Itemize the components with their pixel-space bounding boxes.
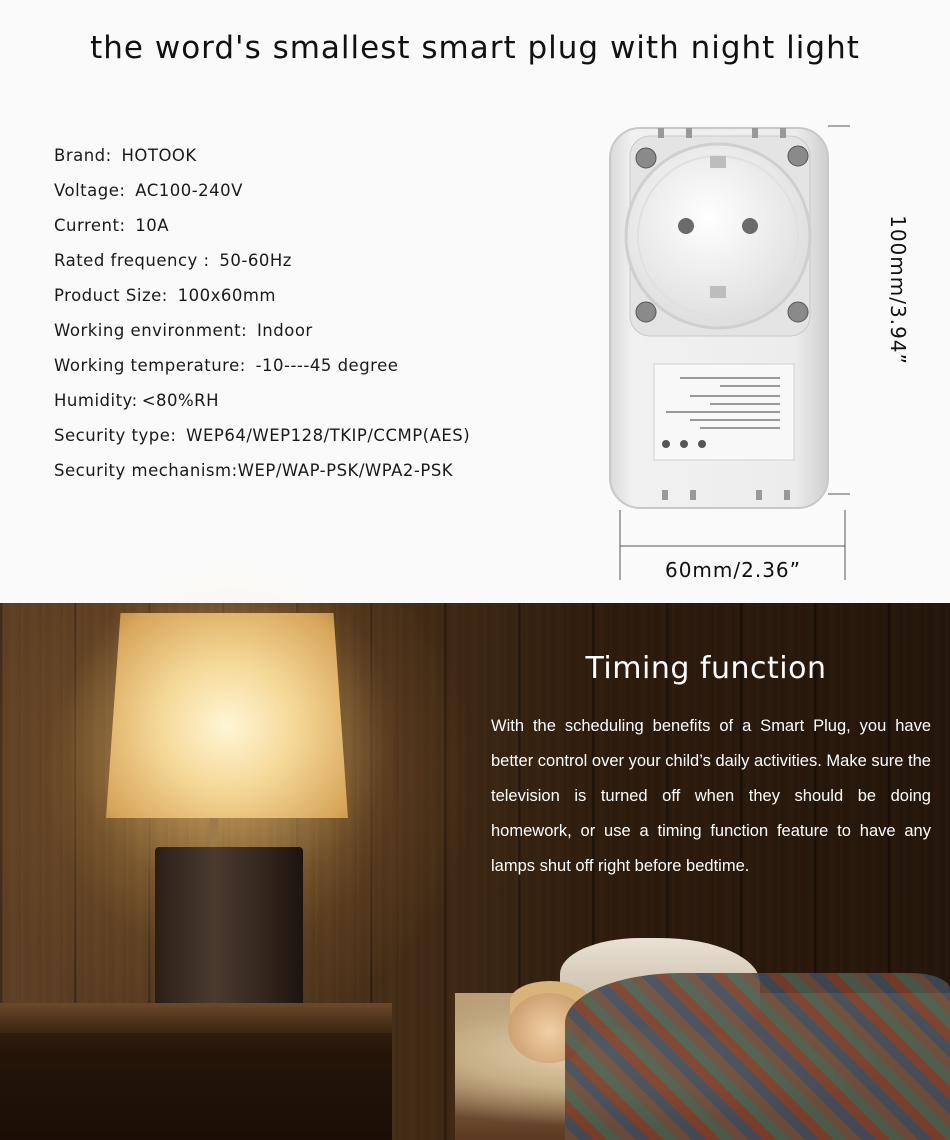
spec-value: AC100-240V [135, 181, 243, 200]
spec-label: Security mechanism: [54, 461, 238, 480]
spec-value: 100x60mm [177, 286, 276, 305]
timing-description: With the scheduling benefits of a Smart Plug, you have better control over your child’s daily activities. Make sure the television is turned off when they should be doing homework, or use a timing function feature to have any lamps shut off right before bedtime. [491, 717, 931, 875]
spec-label: Brand: [54, 146, 112, 165]
spec-list [54, 138, 470, 488]
lamp-rod [210, 818, 218, 850]
spec-value: Indoor [256, 321, 313, 340]
spec-item [54, 208, 470, 243]
spec-label: Working temperature: [54, 356, 246, 375]
spec-label: Humidity: [54, 391, 138, 410]
spec-value: WEP/WAP-PSK/WPA2-PSK [237, 461, 454, 480]
spec-label: Voltage: [54, 181, 126, 200]
spec-item [54, 243, 470, 278]
spec-value: 50-60Hz [219, 251, 292, 270]
spec-label: Security type: [54, 426, 177, 445]
blanket [565, 973, 950, 1140]
spec-item [54, 453, 470, 488]
spec-label: Rated frequency : [54, 251, 210, 270]
spec-label: Current: [54, 216, 126, 235]
height-dimension-text: 100mm/3.94” [886, 215, 910, 365]
spec-item [54, 383, 470, 418]
timing-photo-section [0, 603, 950, 1140]
spec-item [54, 418, 470, 453]
spec-item [54, 173, 470, 208]
spec-value: 10A [135, 216, 170, 235]
nightstand-top [0, 1003, 392, 1033]
lamp-shade [106, 613, 348, 818]
spec-item [54, 138, 470, 173]
spec-item [54, 313, 470, 348]
spec-value: HOTOOK [121, 146, 197, 165]
width-dimension-label: 60mm/2.36” [664, 558, 802, 582]
spec-value: -10----45 degree [255, 356, 399, 375]
smart-plug-image [600, 118, 850, 598]
spec-value: WEP64/WEP128/TKIP/CCMP(AES) [186, 426, 471, 445]
page-headline: the word's smallest smart plug with night light [90, 30, 860, 66]
timing-title: Timing function [585, 651, 827, 686]
spec-item [54, 278, 470, 313]
spec-value: <80%RH [141, 391, 220, 410]
spec-label: Product Size: [54, 286, 168, 305]
spec-item [54, 348, 470, 383]
height-dimension-label [838, 180, 950, 420]
spec-label: Working environment: [54, 321, 248, 340]
